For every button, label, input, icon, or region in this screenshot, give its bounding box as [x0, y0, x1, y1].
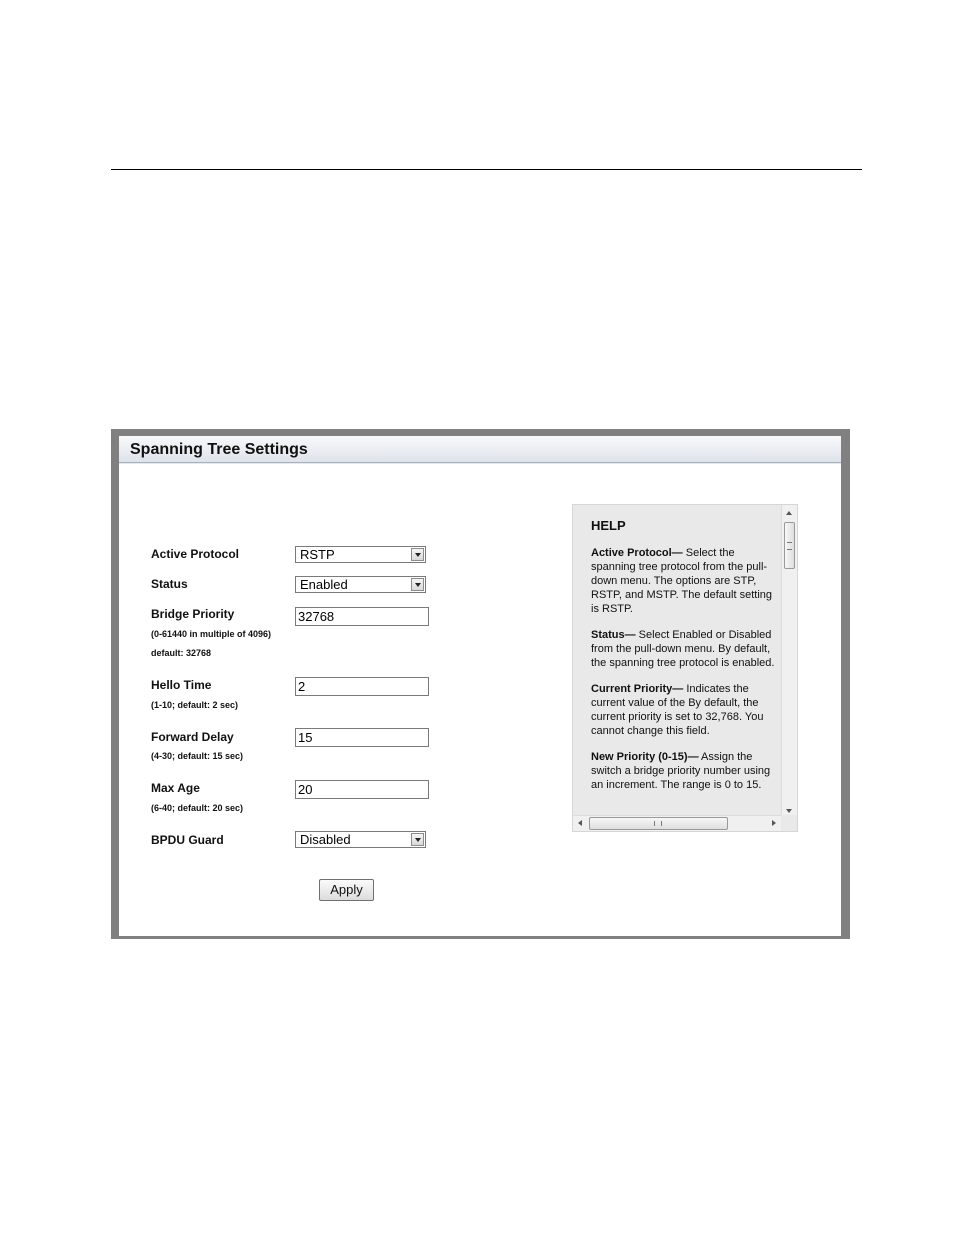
- panel-header: [119, 436, 841, 463]
- hello-time-hint: (1-10; default: 2 sec): [151, 700, 239, 710]
- scroll-left-icon[interactable]: [578, 820, 582, 826]
- hello-time-label: Hello Time: [151, 678, 212, 692]
- help-text: Indicates the current value of the By default, the current priority is set to 32,768. You cannot change this field.: [591, 683, 764, 737]
- bpdu-guard-select[interactable]: [295, 831, 426, 848]
- help-paragraph: [591, 546, 781, 616]
- apply-button[interactable]: Apply: [319, 879, 374, 901]
- status-value: Enabled: [300, 577, 348, 592]
- scroll-right-icon[interactable]: [772, 820, 776, 826]
- chevron-down-icon[interactable]: [411, 578, 424, 591]
- active-protocol-select[interactable]: [295, 546, 426, 563]
- status-select[interactable]: [295, 576, 426, 593]
- help-horizontal-scrollbar[interactable]: [573, 815, 783, 831]
- help-term: New Priority (0-15)—: [591, 751, 699, 763]
- help-content: [591, 519, 781, 804]
- page-divider: [111, 169, 862, 170]
- status-label: Status: [151, 577, 188, 591]
- help-paragraph: [591, 628, 781, 670]
- window-frame: [111, 429, 850, 939]
- horizontal-scroll-thumb[interactable]: [589, 817, 728, 830]
- help-paragraph: [591, 750, 781, 792]
- forward-delay-label: Forward Delay: [151, 730, 234, 744]
- bridge-priority-label: Bridge Priority: [151, 607, 235, 621]
- bpdu-guard-value: Disabled: [300, 832, 351, 847]
- help-title: HELP: [591, 518, 626, 533]
- help-term: Active Protocol—: [591, 547, 683, 559]
- bridge-priority-default-hint: default: 32768: [151, 648, 212, 658]
- help-text: Assign the switch a bridge priority number using an increment. The range is 0 to 15.: [591, 751, 771, 791]
- forward-delay-input[interactable]: 15: [295, 728, 429, 747]
- help-text: Select the spanning tree protocol from the pull-down menu. The options are STP, RSTP, and MSTP. The default setting is RSTP.: [591, 547, 772, 615]
- active-protocol-label: Active Protocol: [151, 547, 240, 561]
- bridge-priority-input[interactable]: 32768: [295, 607, 429, 626]
- scroll-up-icon[interactable]: [786, 511, 792, 515]
- scrollbar-corner: [781, 815, 797, 831]
- hello-time-input[interactable]: 2: [295, 677, 429, 696]
- help-term: Current Priority—: [591, 683, 684, 695]
- settings-panel: [119, 436, 841, 936]
- chevron-down-icon[interactable]: [411, 548, 424, 561]
- help-paragraph: [591, 682, 781, 738]
- help-term: Status—: [591, 629, 636, 641]
- chevron-down-icon[interactable]: [411, 833, 424, 846]
- scroll-down-icon[interactable]: [786, 809, 792, 813]
- active-protocol-value: RSTP: [300, 547, 335, 562]
- bpdu-guard-label: BPDU Guard: [151, 833, 224, 847]
- max-age-hint: (6-40; default: 20 sec): [151, 803, 244, 813]
- page-title: Spanning Tree Settings: [130, 441, 308, 458]
- forward-delay-hint: (4-30; default: 15 sec): [151, 751, 244, 761]
- help-vertical-scrollbar[interactable]: [781, 505, 797, 818]
- vertical-scroll-thumb[interactable]: [784, 522, 795, 569]
- max-age-label: Max Age: [151, 781, 200, 795]
- max-age-input[interactable]: 20: [295, 780, 429, 799]
- help-panel: [572, 504, 798, 832]
- help-text: Select Enabled or Disabled from the pull-down menu. By default, the spanning tree protocol is enabled.: [591, 629, 775, 669]
- bridge-priority-hint: (0-61440 in multiple of 4096): [151, 629, 272, 639]
